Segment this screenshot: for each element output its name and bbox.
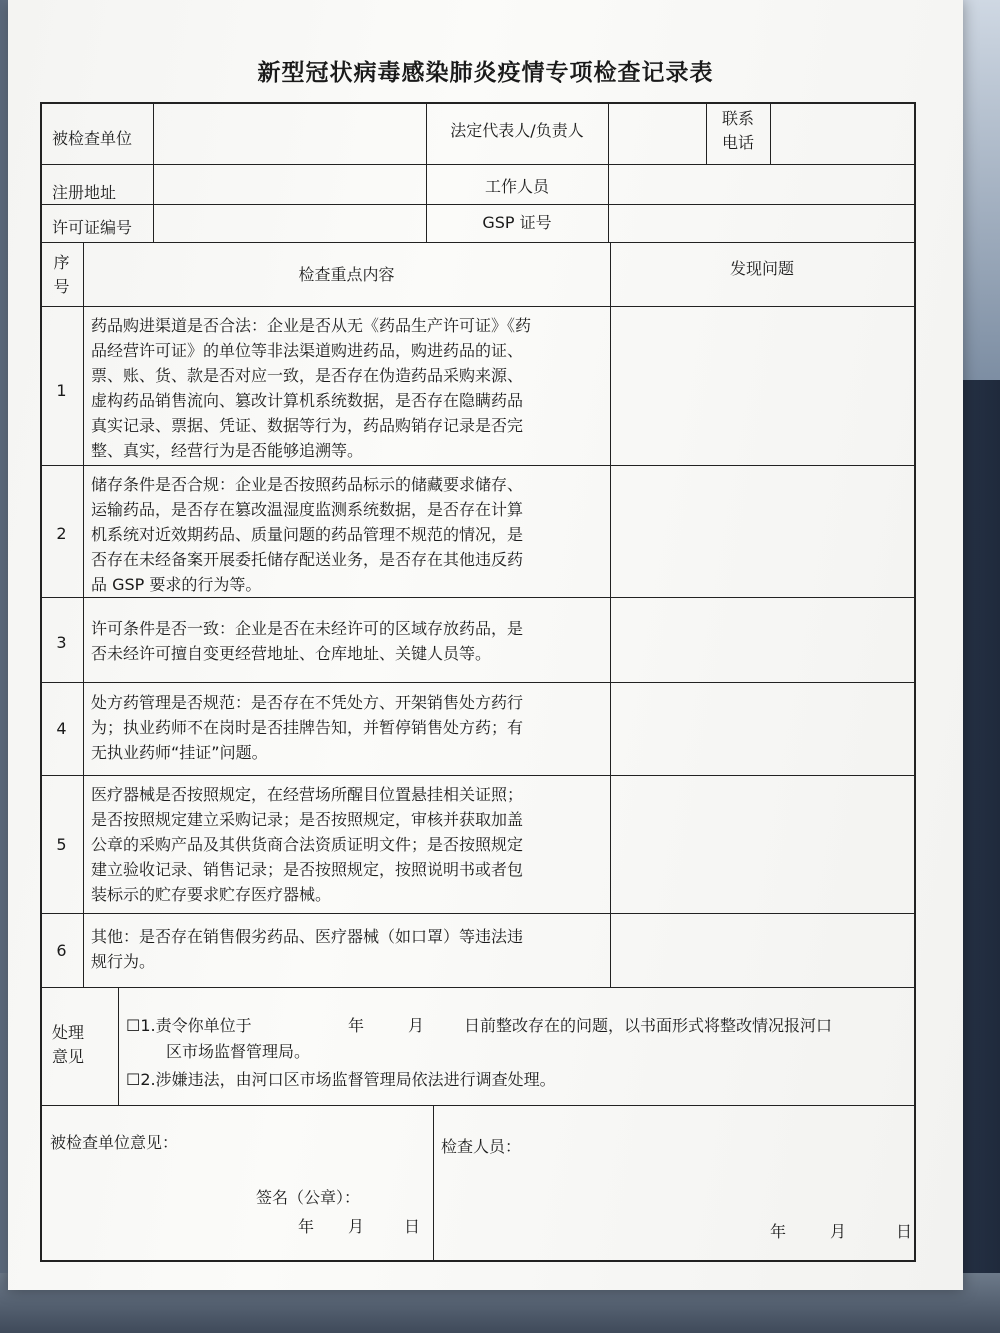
option1-cont: 区市场监督管理局。 [166,1042,311,1061]
right-year: 年 [770,1222,787,1241]
divider [770,102,771,164]
issues-header: 发现问题 [729,259,794,278]
divider [40,1105,916,1106]
divider [40,204,916,205]
seq-header-2: 号 [53,277,70,296]
divider [40,682,916,683]
inspector-label: 检查人员： [441,1137,522,1156]
left-day: 日 [404,1217,421,1236]
divider [40,597,916,598]
divider [608,102,609,242]
row-number: 4 [56,719,67,738]
table-border-bottom [40,1260,916,1262]
option1-month: 月 [408,1016,425,1035]
option1-rest: 日前整改存在的问题，以书面形式将整改情况报河口 [464,1016,833,1035]
divider [40,242,916,243]
right-month: 月 [830,1222,847,1241]
form-paper [8,0,963,1290]
divider [40,775,916,776]
handling-option-1[interactable]: ☐1.责令你单位于 [126,1016,252,1035]
gsp-label: GSP 证号 [482,213,552,232]
handling-label-2: 意见 [52,1047,85,1066]
signature-label: 签名（公章）： [256,1188,361,1207]
handling-label-1: 处理 [52,1023,85,1042]
contact-label-2: 电话 [721,133,754,152]
row-content: 其他：是否存在销售假劣药品、医疗器械（如口罩）等违法违 规行为。 [91,927,524,971]
seq-header-1: 序 [53,253,70,272]
divider [433,1105,434,1261]
row-content: 药品购进渠道是否合法：企业是否从无《药品生产许可证》《药 品经营许可证》的单位等非法渠道购进药品，购进药品的证、 票、账、货、款是否对应一致，是否存在伪造药品采购来源、 虚构药品销售流向、篡改计算机系统数据，是否存在隐瞒药品 真实记录、票据、凭证、数据等行为，药品购销存记录是否完 整、真实，经营行为是否能够追溯等。 [91,316,532,460]
row-content: 许可条件是否一致：企业是否在未经许可的区域存放药品，是 否未经许可擅自变更经营地址、仓库地址、关键人员等。 [91,619,524,663]
reg-address-label: 注册地址 [52,183,117,202]
divider [610,242,611,987]
row-number: 1 [56,381,67,400]
divider [118,987,119,1105]
license-no-label: 许可证编号 [52,218,133,237]
inspected-unit-label: 被检查单位 [52,129,133,148]
left-month: 月 [348,1217,365,1236]
contact-label-1: 联系 [721,109,754,128]
row-content: 储存条件是否合规：企业是否按照药品标示的储藏要求储存、 运输药品，是否存在篡改温湿度监测系统数据，是否存在计算 机系统对近效期药品、质量问题的药品管理不规范的情况，是 否存在未经备案开展委托储存配送业务，是否存在其他违反药 品 GSP 要求的行为等。 [91,475,524,594]
table-border-top [40,102,916,104]
legal-rep-label: 法定代表人/负责人 [450,121,584,140]
divider [40,913,916,914]
row-number: 5 [56,835,67,854]
row-content: 处方药管理是否规范：是否存在不凭处方、开架销售处方药行 为；执业药师不在岗时是否挂牌告知，并暂停销售处方药；有 无执业药师“挂证”问题。 [91,693,524,762]
divider [40,987,916,988]
row-content: 医疗器械是否按照规定，在经营场所醒目位置悬挂相关证照； 是否按照规定建立采购记录；是否按照规定，审核并获取加盖 公章的采购产品及其供货商合法资质证明文件；是否按照规定 建立验收记录、销售记录；是否按照规定，按照说明书或者包 装标示的贮存要求贮存医疗器械。 [91,785,524,904]
left-year: 年 [298,1217,315,1236]
divider [83,242,84,987]
right-day: 日 [896,1222,913,1241]
row-number: 2 [56,524,67,543]
divider [40,164,916,165]
content-header: 检查重点内容 [298,265,395,284]
row-number: 6 [56,941,67,960]
option1-year: 年 [348,1016,365,1035]
row-number: 3 [56,633,67,652]
divider [153,102,154,242]
staff-label: 工作人员 [484,177,549,196]
divider [40,465,916,466]
form-title: 新型冠状病毒感染肺炎疫情专项检查记录表 [257,59,714,86]
divider [40,306,916,307]
handling-option-2[interactable]: ☐2.涉嫌违法，由河口区市场监督管理局依法进行调查处理。 [126,1070,556,1089]
unit-opinion-label: 被检查单位意见： [50,1133,179,1152]
